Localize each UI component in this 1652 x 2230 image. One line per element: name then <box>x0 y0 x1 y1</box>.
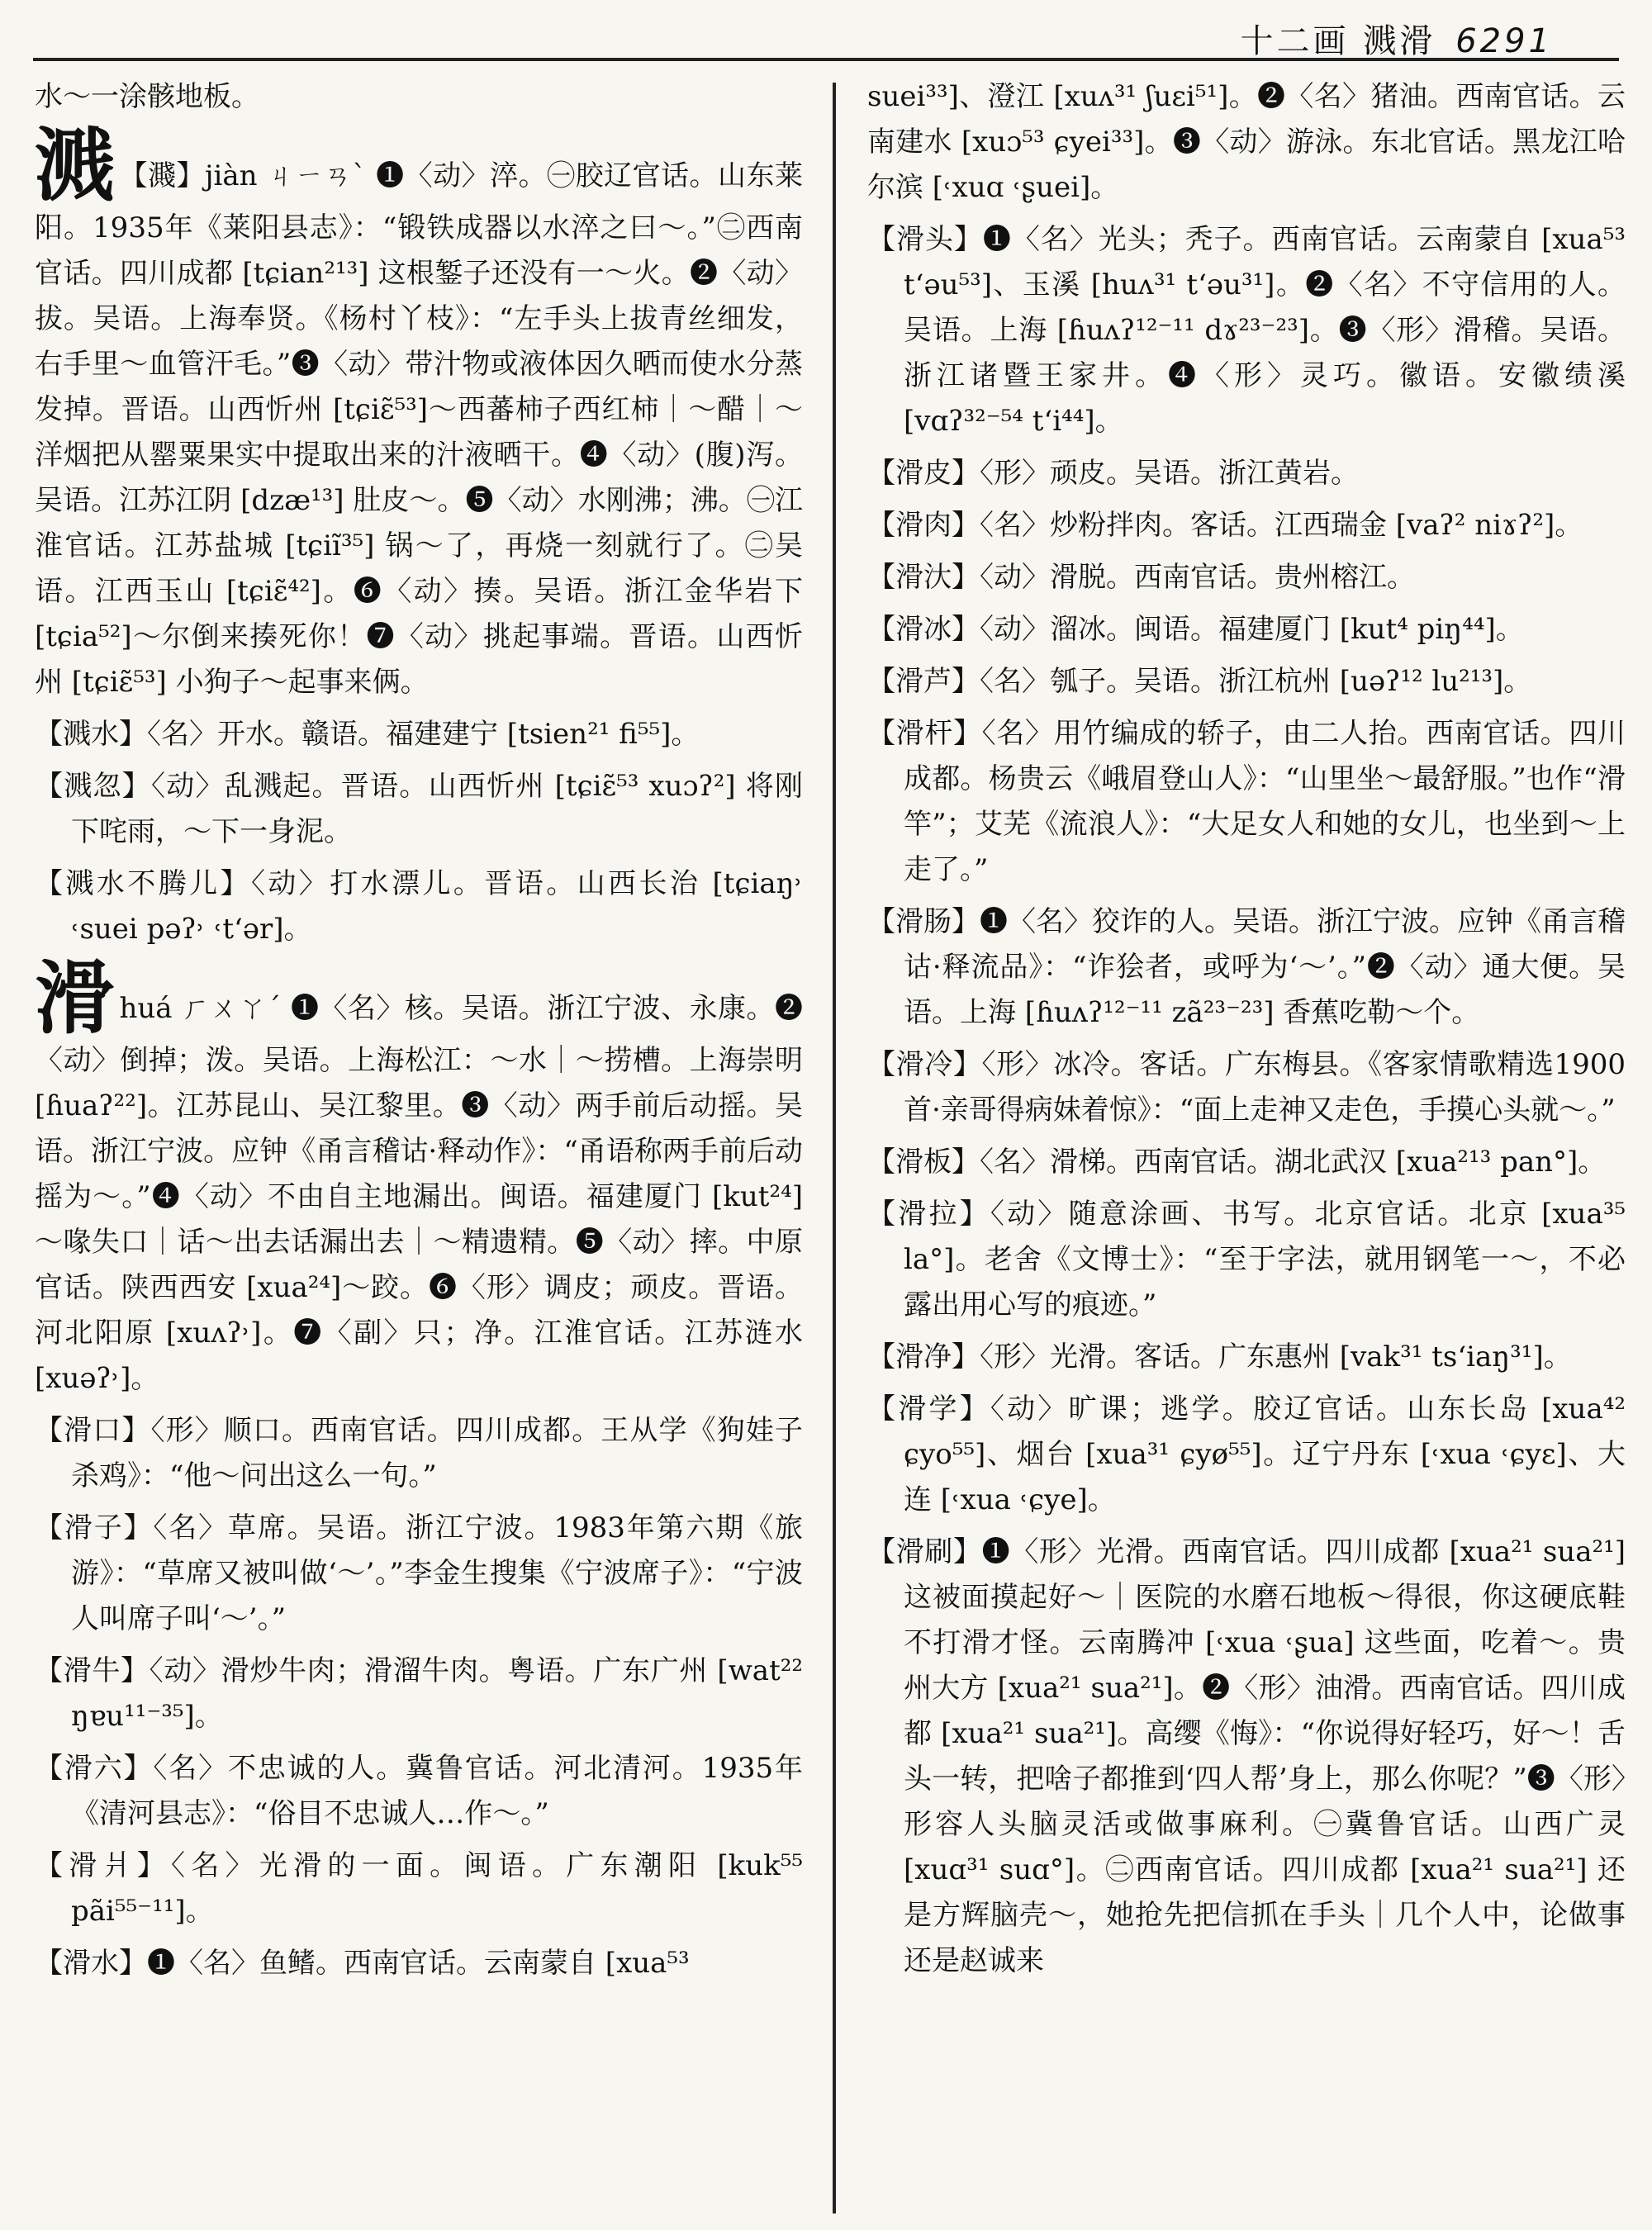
entry-text: 【溅忽】〈动〉乱溅起。晋语。山西忻州 [tɕiɛ̃⁵³ xuɔʔ²] 将刚下咤雨，～下一身泥。 <box>35 770 803 848</box>
entry-text: 【滑牛】〈动〉滑炒牛肉；滑溜牛肉。粤语。广东广州 [wat²² ŋɐu¹¹⁻³⁵]。 <box>35 1654 803 1733</box>
entry-text: 【滑刷】❶〈形〉光滑。西南官话。四川成都 [xua²¹ sua²¹] 这被面摸起好～｜医院的水磨石地板～得很，你这硬底鞋不打滑才怪。云南腾冲 [˓xua ˓ʂua] 这些面，吃着～。贵州大方 [xua²¹ sua²¹]。❷〈形〉油滑。西南官话。四川成都 [xua²¹ sua²¹]。高缨《悔》：“你说得好轻巧，好～！舌头一转，把啥子都推到‘四人帮’身上，那么你呢？”❸〈形〉形容人头脑灵活或做事麻利。㊀冀鲁官话。山西广灵 [xuɑ³¹ suɑ°]。㊁西南官话。四川成都 [xua²¹ sua²¹] 还是方辉脑壳～，她抢先把信抓在手头｜几个人中，论做事还是赵诚来 <box>867 1535 1626 1977</box>
entry-text: 【滑板】〈名〉滑梯。西南官话。湖北武汉 [xua²¹³ pan°]。 <box>867 1146 1607 1179</box>
sub-entry <box>35 1746 803 1837</box>
entry-text: 【滑六】〈名〉不忠诚的人。冀鲁官话。河北清河。1935年《清河县志》：“俗目不忠诚人…作～。” <box>35 1752 803 1830</box>
right-column <box>867 74 1626 2213</box>
entry-text: 【滑净】〈形〉光滑。客话。广东惠州 [vak³¹ tsʻiaŋ³¹]。 <box>867 1340 1572 1374</box>
sub-entry <box>867 659 1626 705</box>
entry-text: 【溅水】〈名〉开水。赣语。福建建宁 [tsien²¹ fi⁵⁵]。 <box>35 718 700 751</box>
sub-entry <box>35 1941 803 1986</box>
entry-text: 【滑冰】〈动〉溜冰。闽语。福建厦门 [kut⁴ piŋ⁴⁴]。 <box>867 613 1524 646</box>
entry-text: suei³³]、澄江 [xuʌ³¹ ʃuɛi⁵¹]。❷〈名〉猪油。西南官话。云南建水 [xuɔ⁵³ ɕyei³³]。❸〈动〉游泳。东北官话。黑龙江哈尔滨 [˓xuɑ ˓ʂuei]。 <box>867 80 1626 204</box>
sub-entry <box>867 1140 1626 1185</box>
sub-entry <box>35 1408 803 1499</box>
sub-entry <box>867 1042 1626 1133</box>
sub-entry <box>867 217 1626 444</box>
headword-entry <box>35 951 803 1402</box>
sub-entry <box>867 1387 1626 1523</box>
entry-text: 【滑芦】〈名〉瓠子。吴语。浙江杭州 [uəʔ¹² lu²¹³]。 <box>867 665 1532 698</box>
entry-text: 水～一涂骸地板。 <box>35 80 259 113</box>
entry-text: 【滑肠】❶〈名〉狡诈的人。吴语。浙江宁波。应钟《甬言稽诂·释流品》：“诈狯者，或呼为‘～’。”❷〈动〉通大便。吴语。上海 [ɦuʌʔ¹²⁻¹¹ zã²³⁻²³] 香蕉吃勒～个。 <box>867 905 1626 1029</box>
sub-entry <box>35 1843 803 1934</box>
page-header <box>33 0 1619 61</box>
entry-text: 【濺】jiàn ㄐㄧㄢˋ ❶〈动〉淬。㊀胶辽官话。山东莱阳。1935年《莱阳县志》：“锻铁成器以水淬之曰～。”㊁西南官话。四川成都 [tɕian²¹³] 这根錾子还没有一～火。❷〈动〉拔。吴语。上海奉贤。《杨村丫枝》：“左手头上拔青丝细发，右手里～血管汗毛。”❸〈动〉带汁物或液体因久晒而使水分蒸发掉。晋语。山西忻州 [tɕiɛ̃⁵³]～西蕃柿子西红柿｜～醋｜～洋烟把从罂粟果实中提取出来的汁液晒干。❹〈动〉(腹)泻。吴语。江苏江阴 [dzæ¹³] 肚皮～。❺〈动〉水刚沸；沸。㊀江淮官话。江苏盐城 [tɕiĩ³⁵] 锅～了，再烧一刻就行了。㊁吴语。江西玉山 [tɕiɛ̃⁴²]。❻〈动〉揍。吴语。浙江金华岩下 [tɕia⁵²]～尔倒来揍死你！❼〈动〉挑起事端。晋语。山西忻州 [tɕiɛ̃⁵³] 小狗子～起事来俩。 <box>35 159 803 699</box>
sub-entry <box>867 1335 1626 1380</box>
entry-text: 【滑汏】〈动〉滑脱。西南官话。贵州榕江。 <box>867 561 1415 594</box>
sub-entry <box>35 764 803 855</box>
sub-entry <box>867 1192 1626 1328</box>
sub-entry <box>867 451 1626 496</box>
entry-text: 【滑水】❶〈名〉鱼鳍。西南官话。云南蒙自 [xua⁵³ <box>35 1947 690 1980</box>
sub-entry <box>867 1530 1626 1984</box>
continued-text <box>867 74 1626 211</box>
entry-text: 【滑口】〈形〉顺口。西南官话。四川成都。王从学《狗娃子杀鸡》：“他～问出这么一句。” <box>35 1414 803 1492</box>
entry-text: 【滑肉】〈名〉炒粉拌肉。客话。江西瑞金 [vaʔ² niɤʔ²]。 <box>867 509 1583 542</box>
entry-text: 【滑拉】〈动〉随意涂画、书写。北京官话。北京 [xua³⁵ la°]。老舍《文博士》：“至于字法，就用钢笔一～，不必露出用心写的痕迹。” <box>867 1198 1626 1321</box>
left-column <box>35 74 803 2213</box>
entry-text: 【滑皮】〈形〉顽皮。吴语。浙江黄岩。 <box>867 457 1359 490</box>
column-divider <box>833 83 836 2213</box>
entry-text: 【滑冷】〈形〉冰冷。客话。广东梅县。《客家情歌精选1900首·亲哥得病妹着惊》：“面上走神又走色，手摸心头就～。” <box>867 1048 1626 1127</box>
sub-entry <box>867 503 1626 548</box>
entry-text: 【滑子】〈名〉草席。吴语。浙江宁波。1983年第六期《旅游》：“草席又被叫做‘～’。”李金生搜集《宁波席子》：“宁波人叫席子叫‘～’。” <box>35 1511 803 1635</box>
continued-text <box>35 74 803 120</box>
entry-text: 【滑爿】〈名〉光滑的一面。闽语。广东潮阳 [kuk⁵⁵ pãi⁵⁵⁻¹¹]。 <box>35 1849 803 1928</box>
headword-char: 溅 <box>35 119 115 212</box>
entry-text: 【滑学】〈动〉旷课；逃学。胶辽官话。山东长岛 [xua⁴² ɕyo⁵⁵]、烟台 [xua³¹ ɕyø⁵⁵]。辽宁丹东 [˓xua ˓ɕyɛ]、大连 [˓xua ˓ɕye]。 <box>867 1393 1626 1516</box>
entry-text: huá ㄏㄨㄚˊ ❶〈名〉核。吴语。浙江宁波、永康。❷〈动〉倒掉；泼。吴语。上海松江：～水｜～捞槽。上海崇明 [ɦuaʔ²²]。江苏昆山、吴江黎里。❸〈动〉两手前后动摇。吴语。浙江宁波。应钟《甬言稽诂·释动作》：“甬语称两手前后动摇为～。”❹〈动〉不由自主地漏出。闽语。福建厦门 [kut²⁴]～喙失口｜话～出去话漏出去｜～精遗精。❺〈动〉摔。中原官话。陕西西安 [xua²⁴]～跤。❻〈形〉调皮；顽皮。晋语。河北阳原 [xuʌʔ˒]。❼〈副〉只；净。江淮官话。江苏涟水 [xuəʔ˒]。 <box>35 992 803 1395</box>
header-text <box>1240 15 1553 62</box>
entry-text: 【滑杆】〈名〉用竹编成的轿子，由二人抬。西南官话。四川成都。杨贵云《峨眉登山人》：“山里坐～最舒服。”也作“滑竿”；艾芜《流浪人》：“大足女人和她的女儿，也坐到～上走了。” <box>867 717 1626 886</box>
headword-char: 滑 <box>35 951 115 1045</box>
sub-entry <box>867 899 1626 1036</box>
sub-entry <box>867 555 1626 600</box>
entry-text: 【滑头】❶〈名〉光头；秃子。西南官话。云南蒙自 [xua⁵³ tʻəu⁵³]、玉溪 [huʌ³¹ tʻəu³¹]。❷〈名〉不守信用的人。吴语。上海 [ɦuʌʔ¹²⁻¹¹ dɤ²³⁻²³]。❸〈形〉滑稽。吴语。浙江诸暨王家井。❹〈形〉灵巧。徽语。安徽绩溪 [vɑʔ³²⁻⁵⁴ tʻi⁴⁴]。 <box>867 223 1626 438</box>
page-number: 6291 <box>1455 22 1553 60</box>
sub-entry <box>35 1649 803 1739</box>
sub-entry <box>35 712 803 757</box>
sub-entry <box>35 1506 803 1642</box>
headword-entry <box>35 119 803 705</box>
sub-entry <box>867 711 1626 893</box>
sub-entry <box>35 861 803 952</box>
entry-text: 【溅水不腾儿】〈动〉打水漂儿。晋语。山西长治 [tɕiaŋ˒ ˓suei pəʔ˒ ˓tʻər]。 <box>35 867 803 946</box>
header-title: 十二画 溅滑 <box>1240 22 1436 60</box>
sub-entry <box>867 607 1626 652</box>
